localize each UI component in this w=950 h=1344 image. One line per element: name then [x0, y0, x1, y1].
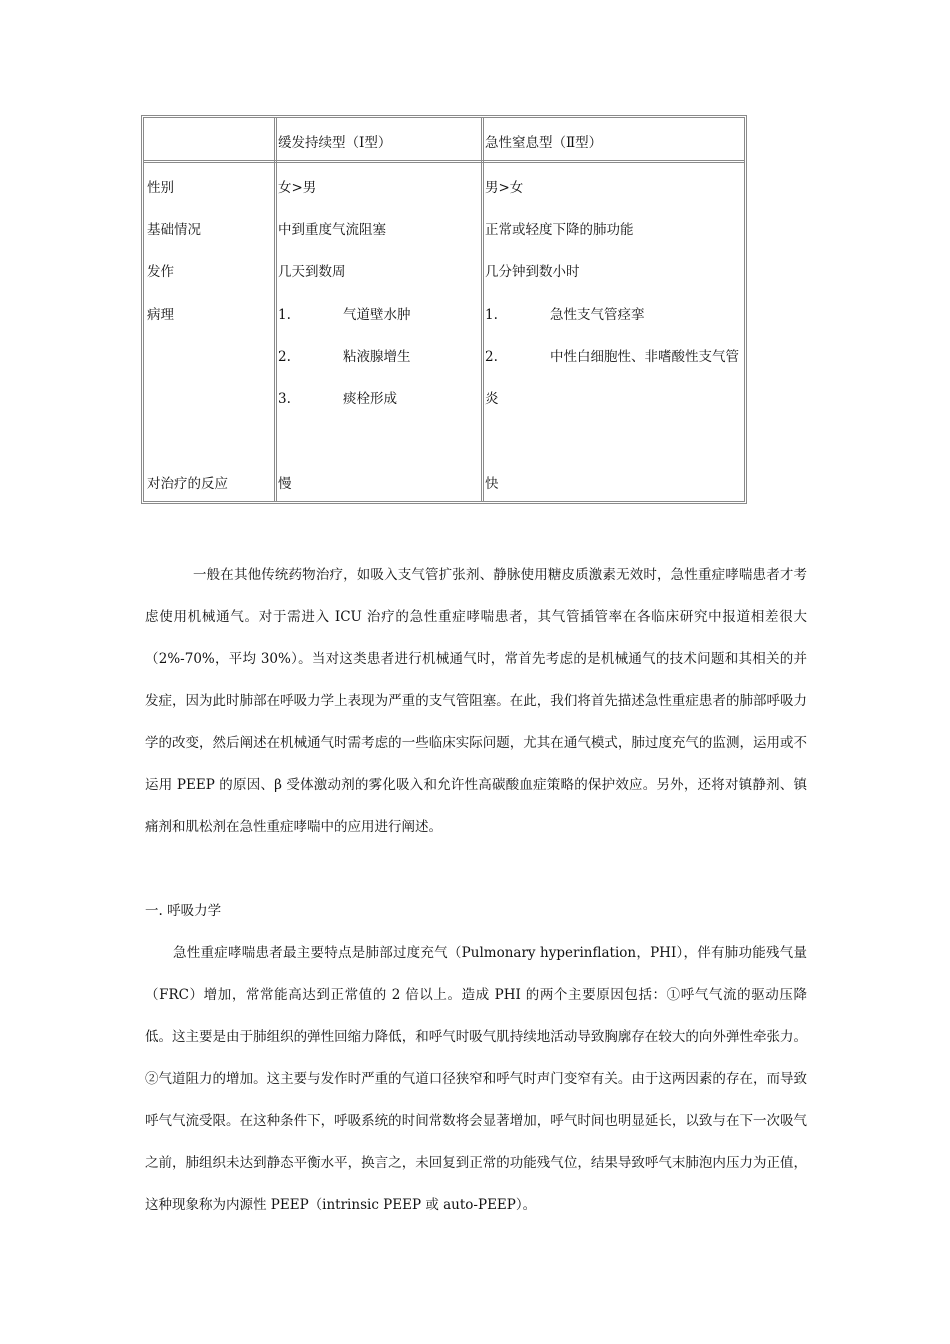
section-paragraph: 急性重症哮喘患者最主要特点是肺部过度充气（Pulmonary hyperinflation，PHI），伴有肺功能残气量（FRC）增加，常常能高达到正常值的 2 倍以上。造成 PHI 的两个主要原因包括：①呼气气流的驱动压降低。这主要是由于肺组织的弹性回缩力降低，和呼气时吸气肌持续地活动导致胸廓存在较大的向外弹性牵张力。②气道阻力的增加。这主要与发作时严重的气道口径狭窄和呼气时声门变窄有关。由于这两因素的存在，而导致呼气气流受限。在这种条件下，呼吸系统的时间常数将会显著增加，呼气时间也明显延长，以致与在下一次吸气之前，肺组织未达到静态平衡水平，换言之，未回复到正常的功能残气位，结果导致呼气末肺泡内压力为正值，这种现象称为内源性 PEEP（intrinsic PEEP 或 auto-PEEP）。: [145, 945, 807, 1213]
row-label-onset: 发作: [147, 264, 174, 280]
pathology-type2-item-text: 急性支气管痉挛: [550, 307, 645, 323]
table-header-divider: [144, 160, 744, 163]
section-heading: 一. 呼吸力学: [145, 903, 222, 919]
cell-gender-type2: 男>女: [485, 180, 524, 196]
pathology-type1-item-text: 痰栓形成: [343, 391, 397, 407]
table-column-divider: [481, 118, 484, 501]
row-label-baseline: 基础情况: [147, 222, 201, 238]
cell-onset-type1: 几天到数周: [278, 264, 346, 280]
asthma-type-comparison-table: [141, 115, 747, 504]
cell-baseline-type2: 正常或轻度下降的肺功能: [485, 222, 634, 238]
pathology-type2-item-text: 炎: [485, 391, 499, 407]
pathology-type1-item-text: 气道壁水肿: [343, 307, 411, 323]
cell-gender-type1: 女>男: [278, 180, 317, 196]
row-label-response: 对治疗的反应: [147, 476, 228, 492]
pathology-type2-item-number: 2.: [485, 349, 498, 365]
pathology-type1-item-number: 3.: [278, 391, 291, 407]
cell-response-type1: 慢: [278, 476, 292, 492]
pathology-type1-item-number: 1.: [278, 307, 291, 323]
pathology-type2-item-text: 中性白细胞性、非嗜酸性支气管: [550, 349, 739, 365]
table-header-type1: 缓发持续型（Ⅰ型）: [278, 135, 392, 151]
cell-onset-type2: 几分钟到数小时: [485, 264, 580, 280]
pathology-type1-item-text: 粘液腺增生: [343, 349, 411, 365]
row-label-pathology: 病理: [147, 307, 174, 323]
table-column-divider: [274, 118, 277, 501]
intro-paragraph: 一般在其他传统药物治疗，如吸入支气管扩张剂、静脉使用糖皮质激素无效时，急性重症哮喘患者才考虑使用机械通气。对于需进入 ICU 治疗的急性重症哮喘患者，其气管插管率在各临床研究中报道相差很大（2%-70%，平均 30%）。当对这类患者进行机械通气时，常首先考虑的是机械通气的技术问题和其相关的并发症，因为此时肺部在呼吸力学上表现为严重的支气管阻塞。在此，我们将首先描述急性重症患者的肺部呼吸力学的改变，然后阐述在机械通气时需考虑的一些临床实际问题，尤其在通气模式，肺过度充气的监测，运用或不运用 PEEP 的原因、β 受体激动剂的雾化吸入和允许性高碳酸血症策略的保护效应。另外，还将对镇静剂、镇痛剂和肌松剂在急性重症哮喘中的应用进行阐述。: [145, 567, 807, 835]
row-label-gender: 性别: [147, 180, 174, 196]
table-header-type2: 急性窒息型（Ⅱ型）: [485, 135, 603, 151]
cell-baseline-type1: 中到重度气流阻塞: [278, 222, 386, 238]
pathology-type2-item-number: 1.: [485, 307, 498, 323]
cell-response-type2: 快: [485, 476, 499, 492]
pathology-type1-item-number: 2.: [278, 349, 291, 365]
